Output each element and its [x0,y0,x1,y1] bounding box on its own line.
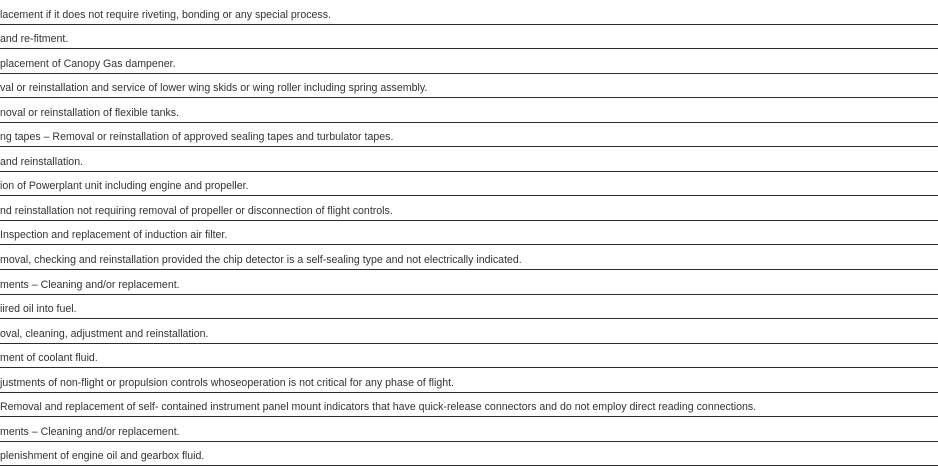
row-text: ng tapes – Removal or reinstallation of approved sealing tapes and turbulator tapes. [0,131,394,144]
row-text: noval or reinstallation of flexible tanks. [0,106,180,119]
row-text: ments – Cleaning and/or replacement. [0,278,180,291]
table-row [0,147,938,172]
row-text: nd reinstallation not requiring removal of propeller or disconnection of flight controls. [0,204,393,217]
row-text: Removal and replacement of self- contained instrument panel mount indicators that have quick-release connectors and do not employ direct reading connections. [0,401,757,414]
table-row [0,0,938,25]
row-text: oval, cleaning, adjustment and reinstallation. [0,327,209,340]
row-text: val or reinstallation and service of lower wing skids or wing roller including spring assembly. [0,82,428,95]
row-text: ment of coolant fluid. [0,352,98,365]
row-text: ion of Powerplant unit including engine and propeller. [0,180,249,193]
table-row [0,25,938,50]
row-text: Inspection and replacement of induction air filter. [0,229,228,242]
table-row [0,49,938,74]
table-row [0,368,938,393]
table-row [0,295,938,320]
row-text: moval, checking and reinstallation provided the chip detector is a self-sealing type and not electrically indicated. [0,254,522,267]
row-text: plenishment of engine oil and gearbox fluid. [0,450,205,463]
table-row [0,245,938,270]
row-text: lacement if it does not require riveting, bonding or any special process. [0,8,331,21]
row-text: justments of non-flight or propulsion controls whoseoperation is not critical for any phase of flight. [0,376,455,389]
table-row [0,442,938,466]
table-row [0,393,938,418]
table-row [0,98,938,123]
row-text: iired oil into fuel. [0,303,77,316]
row-text: and re-fitment. [0,33,69,46]
table-row [0,123,938,148]
table-row [0,417,938,442]
row-text: placement of Canopy Gas dampener. [0,57,176,70]
row-text: ments – Cleaning and/or replacement. [0,425,180,438]
table-row [0,172,938,197]
table-row [0,319,938,344]
row-text: and reinstallation. [0,155,84,168]
table-row [0,270,938,295]
table-row [0,221,938,246]
table-row [0,74,938,99]
table-row [0,344,938,369]
table-row [0,196,938,221]
